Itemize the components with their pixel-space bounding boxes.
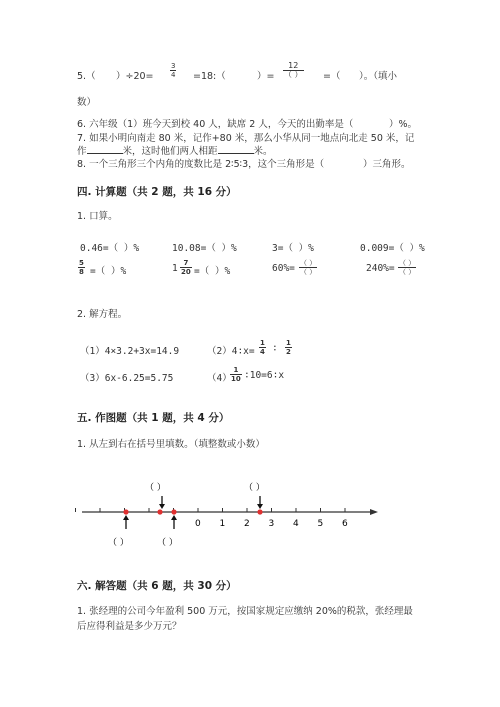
fraction bbox=[78, 259, 85, 276]
answer-bracket-top-1[interactable]: （ ） bbox=[145, 483, 166, 493]
equation-4-rest: ∶10=6∶x bbox=[244, 370, 285, 381]
section-6-heading: 六. 解答题（共 6 题，共 30 分） bbox=[77, 580, 237, 592]
equation-3: （3）6x-6.25=5.75 bbox=[80, 373, 174, 384]
equation-1: （1）4×3.2+3x=14.9 bbox=[80, 346, 180, 357]
tick-label: 0 bbox=[195, 519, 201, 529]
q7-text-a: 作 bbox=[77, 146, 87, 157]
point-marker bbox=[171, 509, 176, 514]
fraction-denominator: 4 bbox=[171, 71, 176, 79]
oral-calc-item: 60%= bbox=[272, 263, 295, 274]
fraction-numerator: （ ） bbox=[300, 259, 317, 267]
fraction bbox=[230, 366, 242, 383]
fraction-numerator: 1 bbox=[286, 339, 291, 347]
oral-calc-item: 3=（ ）% bbox=[272, 243, 314, 254]
answer-bracket-top-2[interactable]: （ ） bbox=[244, 483, 265, 493]
ratio-colon: ∶ bbox=[272, 343, 278, 354]
q7-line1: 7. 如果小明向南走 80 米，记作+80 米，那么小华从同一地点向北走 50 米，记 bbox=[77, 133, 415, 144]
fraction-denominator: （ ） bbox=[284, 70, 303, 79]
q7-text-c: 米。 bbox=[253, 146, 273, 157]
equation-4: （4） bbox=[207, 373, 232, 384]
answer-blank[interactable] bbox=[87, 153, 123, 154]
fraction-denominator: 2 bbox=[286, 348, 291, 356]
fraction bbox=[299, 259, 317, 276]
fraction-numerator: （ ） bbox=[399, 259, 416, 267]
arrowhead-icon bbox=[123, 515, 129, 520]
tick-label: 4 bbox=[293, 519, 299, 529]
q5-1-title: 1. 从左到右在括号里填数。（填整数或小数） bbox=[77, 439, 265, 450]
q4-1-title: 1. 口算。 bbox=[77, 211, 118, 222]
tick-label: 1 bbox=[219, 519, 226, 529]
q6-suffix: ）%。 bbox=[389, 119, 418, 130]
q5-part-a: 5.（ bbox=[77, 71, 96, 82]
q5-fraction-1 bbox=[170, 62, 176, 79]
q6-text: 6. 六年级（1）班今天到校 40 人，缺席 2 人，今天的出勤率是（ bbox=[77, 119, 354, 130]
point-marker bbox=[157, 509, 162, 514]
fraction-numerator: 3 bbox=[171, 62, 176, 70]
tick-label-group bbox=[195, 519, 348, 529]
arrowhead-icon bbox=[257, 504, 263, 509]
arrowhead-icon bbox=[159, 504, 165, 509]
q6-1-line2: 后应得利益是多少万元？ bbox=[77, 621, 182, 632]
equation-2: （2）4∶x= bbox=[207, 346, 255, 357]
arrowhead-icon bbox=[171, 515, 177, 520]
fraction-numerator: 1 bbox=[260, 339, 265, 347]
q5-part-e: =（ bbox=[323, 71, 341, 82]
oral-calc-item: =（ ）% bbox=[90, 266, 127, 277]
fraction-numerator: 12 bbox=[283, 62, 304, 71]
q8-suffix: ）三角形。 bbox=[363, 159, 411, 170]
mixed-number-whole: 1 bbox=[172, 263, 178, 274]
fraction-numerator: 1 bbox=[230, 366, 242, 375]
q5-fraction-2 bbox=[283, 62, 304, 79]
point-marker bbox=[257, 509, 262, 514]
oral-calc-item: 10.08=（ ）% bbox=[172, 243, 237, 254]
section-4-heading: 四. 计算题（共 2 题，共 16 分） bbox=[77, 186, 237, 198]
q4-2-title: 2. 解方程。 bbox=[77, 309, 128, 320]
tick-label: 3 bbox=[268, 519, 275, 529]
oral-calc-item: =（ ）% bbox=[194, 266, 231, 277]
q7-text-b: 米，这时他们两人相距 bbox=[122, 146, 218, 157]
fraction bbox=[398, 259, 416, 276]
oral-calc-item: 0.009=（ ）% bbox=[360, 243, 425, 254]
q5-part-b: ）÷20= bbox=[116, 71, 154, 82]
tick-group bbox=[76, 508, 346, 512]
section-5-heading: 五. 作图题（共 1 题，共 4 分） bbox=[77, 412, 230, 424]
number-line-diagram bbox=[0, 470, 500, 560]
tick-label: 2 bbox=[244, 519, 250, 529]
q5-continuation: 数） bbox=[77, 97, 97, 108]
fraction bbox=[180, 259, 192, 276]
answer-blank[interactable] bbox=[218, 153, 254, 154]
arrowhead-icon bbox=[370, 509, 378, 515]
q6-1-line1: 1. 张经理的公司今年盈利 500 万元，按国家规定应缴纳 20%的税款，张经理最 bbox=[77, 606, 413, 617]
answer-bracket-bottom-1[interactable]: （ ） bbox=[108, 538, 129, 548]
fraction-denominator: （ ） bbox=[399, 268, 416, 276]
fraction bbox=[285, 339, 292, 356]
tick-label: 5 bbox=[317, 519, 324, 529]
fraction-denominator: 4 bbox=[260, 348, 265, 356]
q5-part-f: ）。（填小 bbox=[359, 71, 398, 82]
tick-label: 6 bbox=[342, 519, 348, 529]
q8-text: 8. 一个三角形三个内角的度数比是 2∶5∶3，这个三角形是（ bbox=[77, 159, 325, 170]
fraction-denominator: （ ） bbox=[300, 268, 317, 276]
fraction-denominator: 8 bbox=[79, 268, 84, 276]
q7-line2 bbox=[77, 143, 273, 157]
fraction-denominator: 20 bbox=[181, 268, 191, 276]
fraction-numerator: 5 bbox=[79, 259, 84, 267]
fraction-numerator: 7 bbox=[180, 259, 192, 268]
point-marker bbox=[123, 509, 128, 514]
oral-calc-item: 0.46=（ ）% bbox=[80, 243, 140, 254]
fraction bbox=[259, 339, 266, 356]
oral-calc-item: 240%= bbox=[366, 263, 395, 274]
q5-part-d: ）= bbox=[257, 71, 275, 82]
fraction-denominator: 10 bbox=[231, 375, 241, 383]
answer-bracket-bottom-2[interactable]: （ ） bbox=[157, 538, 178, 548]
q5-part-c: =18:（ bbox=[193, 71, 226, 82]
